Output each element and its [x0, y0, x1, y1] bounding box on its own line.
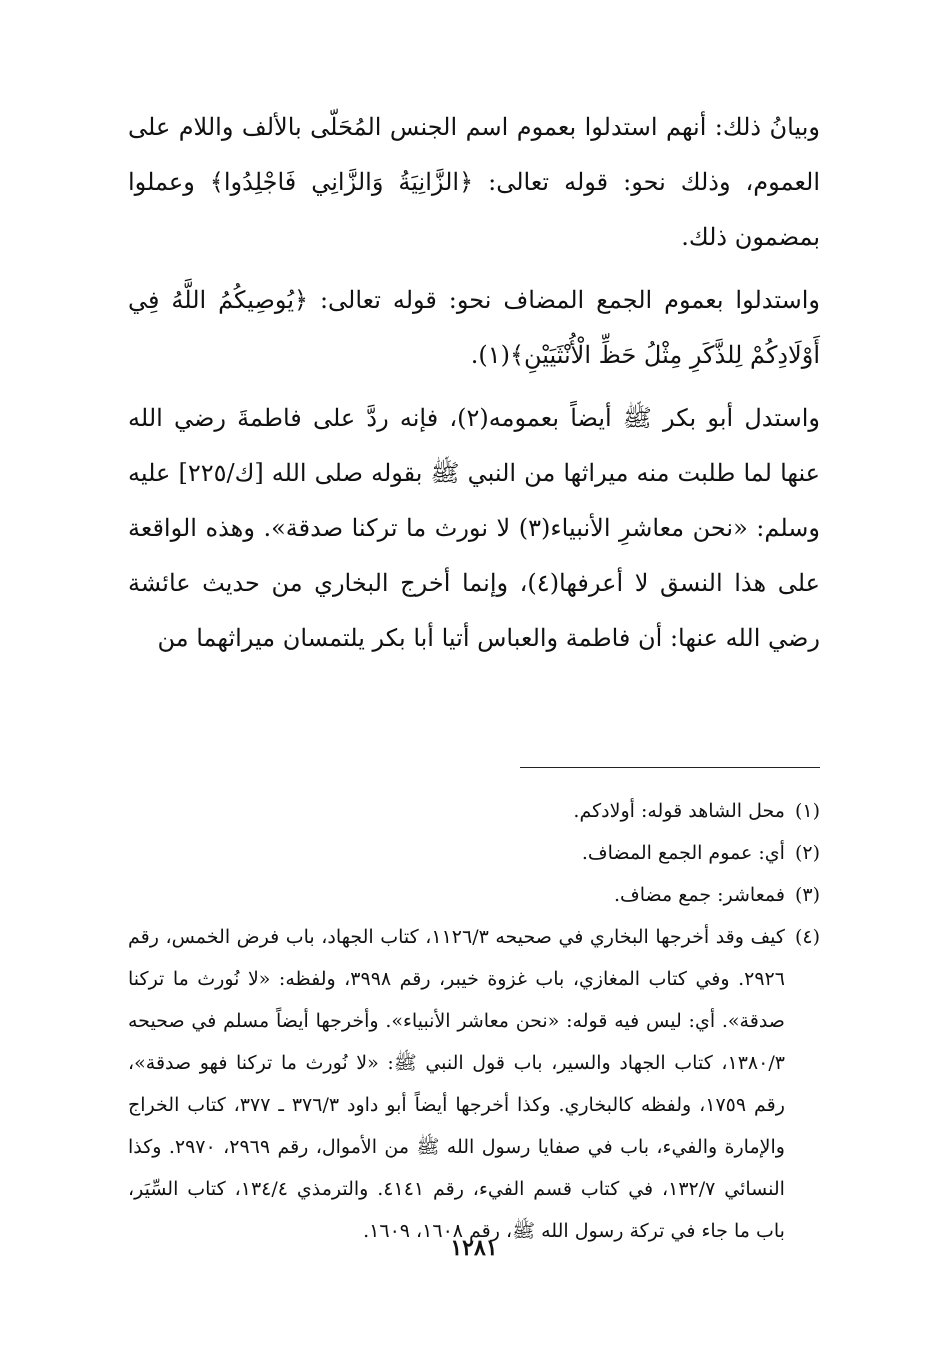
footnote-text: كيف وقد أخرجها البخاري في صحيحه ١١٢٦/٣، كتاب الجهاد، باب فرض الخمس، رقم ٢٩٢٦. وفي كتاب المغازي، باب غزوة خيبر، رقم ٣٩٩٨، ولفظه: «لا نُورث ما تركنا صدقة». أي: ليس فيه قوله: «نحن معاشر الأنبياء». وأخرجها أيضاً مسلم في صحيحه ١٣٨٠/٣، كتاب الجهاد والسير، باب قول النبي ﷺ: «لا نُورث ما تركنا فهو صدقة»، رقم ١٧٥٩، ولفظه كالبخاري. وكذا أخرجها أيضاً أبو داود ٣٧٦/٣ ـ ٣٧٧، كتاب الخراج والإمارة والفيء، باب في صفايا رسول الله ﷺ من الأموال، رقم ٢٩٦٩، ٢٩٧٠. وكذا النسائي ١٣٢/٧، في كتاب قسم الفيء، رقم ٤١٤١. والترمذي ١٣٤/٤، كتاب السِّيَر، باب ما جاء في تركة رسول الله ﷺ، رقم ١٦٠٨، ١٦٠٩. [128, 926, 785, 1242]
footnote-number: (٢) [794, 842, 820, 864]
footnote-text: فمعاشر: جمع مضاف. [614, 884, 785, 906]
footnote-number: (١) [794, 800, 820, 822]
footnote-number: (٣) [794, 884, 820, 906]
body-paragraph-3: واستدل أبو بكر ﷺ أيضاً بعمومه(٢)، فإنه ردَّ على فاطمةَ رضي الله عنها لما طلبت منه ميراثها من النبي ﷺ بقوله صلى الله [ك/٢٢٥] عليه وسلم: «نحن معاشرِ الأنبياء(٣) لا نورث ما تركنا صدقة». وهذه الواقعة على هذا النسق لا أعرفها(٤)، وإنما أخرج البخاري من حديث عائشة رضي الله عنها: أن فاطمة والعباس أتيا أبا بكر يلتمسان ميراثهما من [128, 404, 821, 652]
page-content [128, 100, 821, 1242]
footnote-1 [128, 790, 820, 832]
footnote-text: محل الشاهد قوله: أولادكم. [573, 800, 785, 822]
body-paragraph-1: وبيانُ ذلك: أنهم استدلوا بعموم اسم الجنس المُحَلّى بالألف واللام على العموم، وذلك نحو: قوله تعالى: ﴿الزَّانِيَةُ وَالزَّانِي فَاجْلِدُوا﴾ وعملوا بمضمون ذلك. [128, 113, 820, 251]
page-number: ١٢٨١ [450, 1235, 498, 1261]
footnote-number: (٤) [794, 926, 820, 948]
footnote-2 [128, 832, 820, 874]
footnote-4 [128, 916, 820, 1252]
footnote-3 [128, 874, 820, 916]
footnotes-section [128, 790, 820, 1252]
body-paragraph-2: واستدلوا بعموم الجمع المضاف نحو: قوله تعالى: ﴿يُوصِيكُمُ اللَّهُ فِي أَوْلَادِكُمْ لِلذَّكَرِ مِثْلُ حَظِّ الْأُنْثَيَيْنِ﴾(١). [128, 286, 820, 369]
footnote-text: أي: عموم الجمع المضاف. [581, 842, 785, 864]
footnote-separator [520, 767, 820, 768]
